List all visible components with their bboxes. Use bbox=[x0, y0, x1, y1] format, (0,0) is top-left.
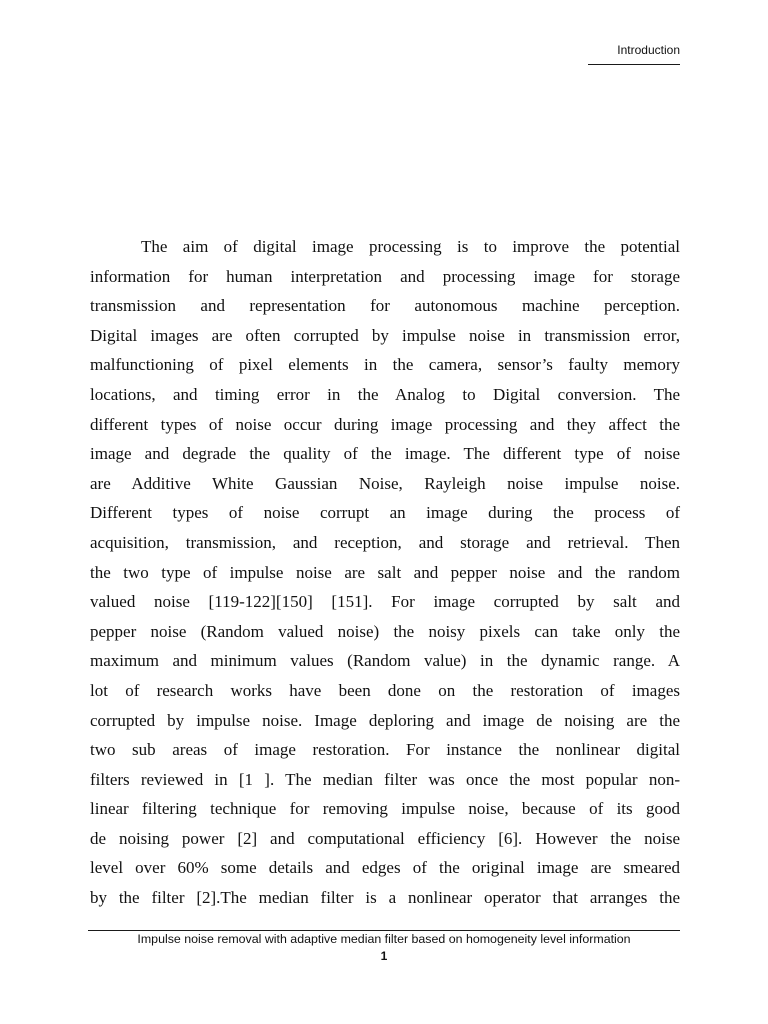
paragraph-line: two sub areas of image restoration. For instance the nonlinear digital bbox=[90, 740, 680, 760]
page-number: 1 bbox=[380, 949, 388, 963]
paragraph-line: pepper noise (Random valued noise) the noisy pixels can take only the bbox=[90, 621, 680, 641]
paragraph-line: image and degrade the quality of the image. The different type of noise bbox=[90, 444, 680, 464]
paragraph-line: transmission and representation for autonomous machine perception. bbox=[90, 296, 680, 316]
paragraph-line: corrupted by impulse noise. Image deploring and image de noising are the bbox=[90, 710, 680, 730]
paragraph-line: Different types of noise corrupt an image during the process of bbox=[90, 503, 680, 523]
paragraph-line: are Additive White Gaussian Noise, Rayleigh noise impulse noise. bbox=[90, 473, 680, 493]
paragraph-line: maximum and minimum values (Random value) in the dynamic range. A bbox=[90, 651, 680, 671]
paragraph-line: lot of research works have been done on the restoration of images bbox=[90, 680, 680, 700]
running-footer: Impulse noise removal with adaptive median filter based on homogeneity level information bbox=[137, 932, 631, 946]
paragraph-line: filters reviewed in [1 ]. The median filter was once the most popular non- bbox=[90, 769, 680, 789]
paragraph-line: linear filtering technique for removing impulse noise, because of its good bbox=[90, 799, 680, 819]
paragraph-line: de noising power [2] and computational efficiency [6]. However the noise bbox=[90, 828, 680, 848]
header-rule bbox=[588, 64, 680, 65]
paragraph-line: different types of noise occur during image processing and they affect the bbox=[90, 414, 680, 434]
paragraph-line: information for human interpretation and processing image for storage bbox=[90, 266, 680, 286]
body-paragraph bbox=[90, 232, 680, 913]
paragraph-line: locations, and timing error in the Analog to Digital conversion. The bbox=[90, 384, 680, 404]
paragraph-line: valued noise [119-122][150] [151]. For image corrupted by salt and bbox=[90, 592, 680, 612]
paragraph-line: acquisition, transmission, and reception, and storage and retrieval. Then bbox=[90, 532, 680, 552]
paragraph-line: the two type of impulse noise are salt and pepper noise and the random bbox=[90, 562, 680, 582]
paragraph-line: by the filter [2].The median filter is a nonlinear operator that arranges the bbox=[90, 888, 680, 908]
paragraph-line: The aim of digital image processing is to improve the potential bbox=[141, 237, 680, 256]
paragraph-line: level over 60% some details and edges of the original image are smeared bbox=[90, 858, 680, 878]
paragraph-line: malfunctioning of pixel elements in the camera, sensor’s faulty memory bbox=[90, 355, 680, 375]
paragraph-line: Digital images are often corrupted by impulse noise in transmission error, bbox=[90, 325, 680, 345]
running-header: Introduction bbox=[617, 43, 680, 57]
